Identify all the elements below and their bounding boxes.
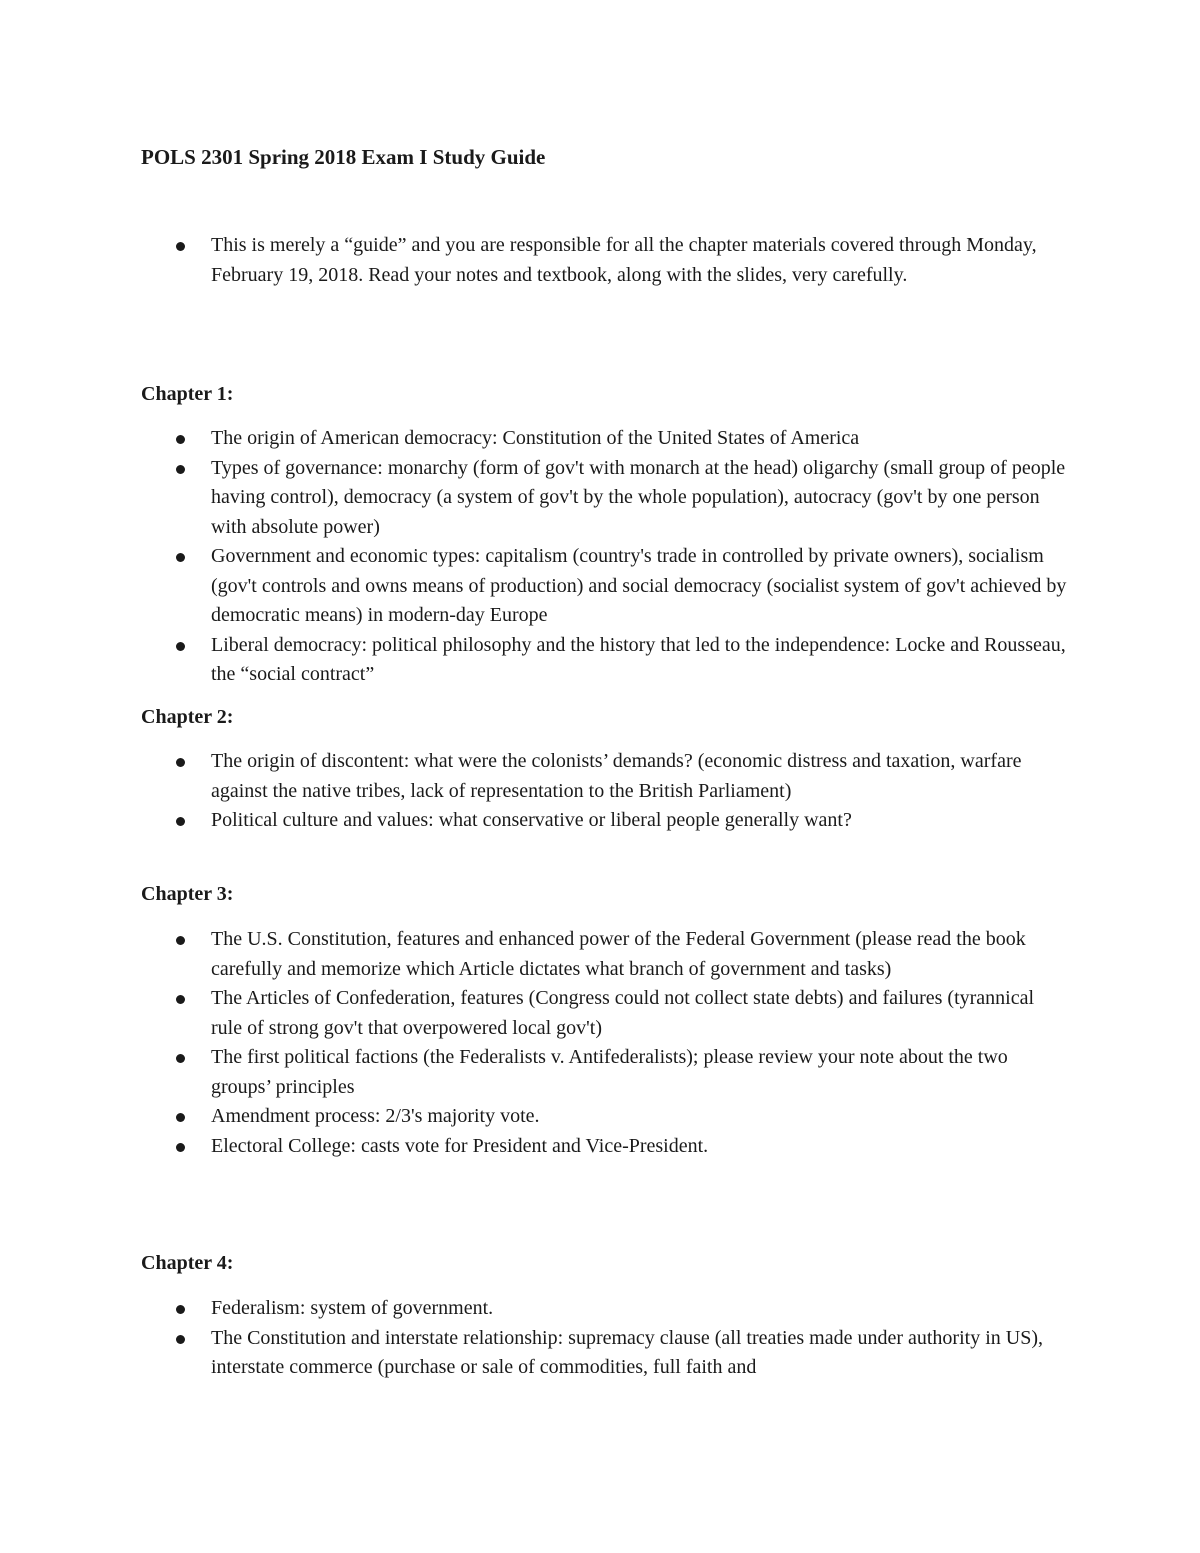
list-item	[0, 424, 1200, 454]
list-item	[0, 984, 1200, 1043]
bullet-icon	[176, 1143, 185, 1152]
bullet-icon	[176, 817, 185, 826]
list-item	[0, 1324, 1200, 1383]
list-item	[0, 542, 1200, 631]
bullet-icon	[176, 1305, 185, 1314]
list-item	[0, 1102, 1200, 1132]
list-item-text: Amendment process: 2/3's majority vote.	[211, 1105, 540, 1127]
list-item	[0, 747, 1200, 806]
bullet-icon	[176, 242, 185, 251]
list-item-text: The Articles of Confederation, features (Congress could not collect state debts) and failures (tyrannical rule of strong gov't that overpowered local gov't)	[211, 987, 1035, 1039]
chapter-3-list	[0, 925, 1200, 1161]
list-item-text: Types of governance: monarchy (form of gov't with monarch at the head) oligarchy (small group of people having control), democracy (a system of gov't by the whole population), autocracy (gov't by one person with absolute power)	[211, 456, 1066, 538]
list-item	[0, 1132, 1200, 1162]
bullet-icon	[176, 1054, 185, 1063]
chapter-1-heading: Chapter 1:	[141, 383, 234, 405]
list-item-text: The first political factions (the Federalists v. Antifederalists); please review your note about the two groups’ principles	[211, 1046, 1008, 1098]
bullet-icon	[176, 1335, 185, 1344]
list-item-text: The origin of discontent: what were the colonists’ demands? (economic distress and taxation, warfare against the native tribes, lack of representation to the British Parliament)	[211, 750, 1022, 802]
bullet-icon	[176, 936, 185, 945]
bullet-icon	[176, 465, 185, 474]
bullet-icon	[176, 995, 185, 1004]
list-item	[0, 1043, 1200, 1102]
bullet-icon	[176, 553, 185, 562]
list-item	[0, 454, 1200, 543]
chapter-3-heading: Chapter 3:	[141, 883, 234, 905]
bullet-icon	[176, 1113, 185, 1122]
bullet-icon	[176, 435, 185, 444]
intro-list	[0, 231, 1200, 290]
list-item	[0, 925, 1200, 984]
list-item-text: The origin of American democracy: Constitution of the United States of America	[211, 427, 860, 449]
list-item-text: Electoral College: casts vote for President and Vice-President.	[211, 1134, 709, 1157]
chapter-2-list	[0, 747, 1200, 836]
bullet-icon	[176, 642, 185, 651]
chapter-1-list	[0, 424, 1200, 690]
list-item-text: Government and economic types: capitalism (country's trade in controlled by private owners), socialism (gov't controls and owns means of production) and social democracy (socialist system of gov't achieved by democratic means) in modern-day Europe	[211, 545, 1067, 626]
list-item-text: The U.S. Constitution, features and enhanced power of the Federal Government (please read the book carefully and memorize which Article dictates what branch of government and tasks)	[211, 928, 1026, 980]
list-item	[0, 806, 1200, 836]
list-item-text: Liberal democracy: political philosophy and the history that led to the independence: Locke and Rousseau, the “social contract”	[211, 633, 1066, 685]
list-item	[0, 1294, 1200, 1324]
list-item-text: This is merely a “guide” and you are responsible for all the chapter materials covered through Monday, February 19, 2018. Read your notes and textbook, along with the slides, very carefully.	[211, 234, 1037, 286]
chapter-2-heading: Chapter 2:	[141, 706, 234, 728]
list-item-text: The Constitution and interstate relationship: supremacy clause (all treaties made under authority in US), interstate commerce (purchase or sale of commodities, full faith and	[211, 1326, 1043, 1378]
list-item	[0, 631, 1200, 690]
document-title: POLS 2301 Spring 2018 Exam I Study Guide	[141, 145, 546, 169]
list-item-text: Political culture and values: what conservative or liberal people generally want?	[211, 809, 852, 831]
chapter-4-list	[0, 1294, 1200, 1383]
list-item-text: Federalism: system of government.	[211, 1297, 494, 1319]
chapter-4-heading: Chapter 4:	[141, 1252, 234, 1274]
list-item	[0, 231, 1200, 290]
bullet-icon	[176, 758, 185, 767]
